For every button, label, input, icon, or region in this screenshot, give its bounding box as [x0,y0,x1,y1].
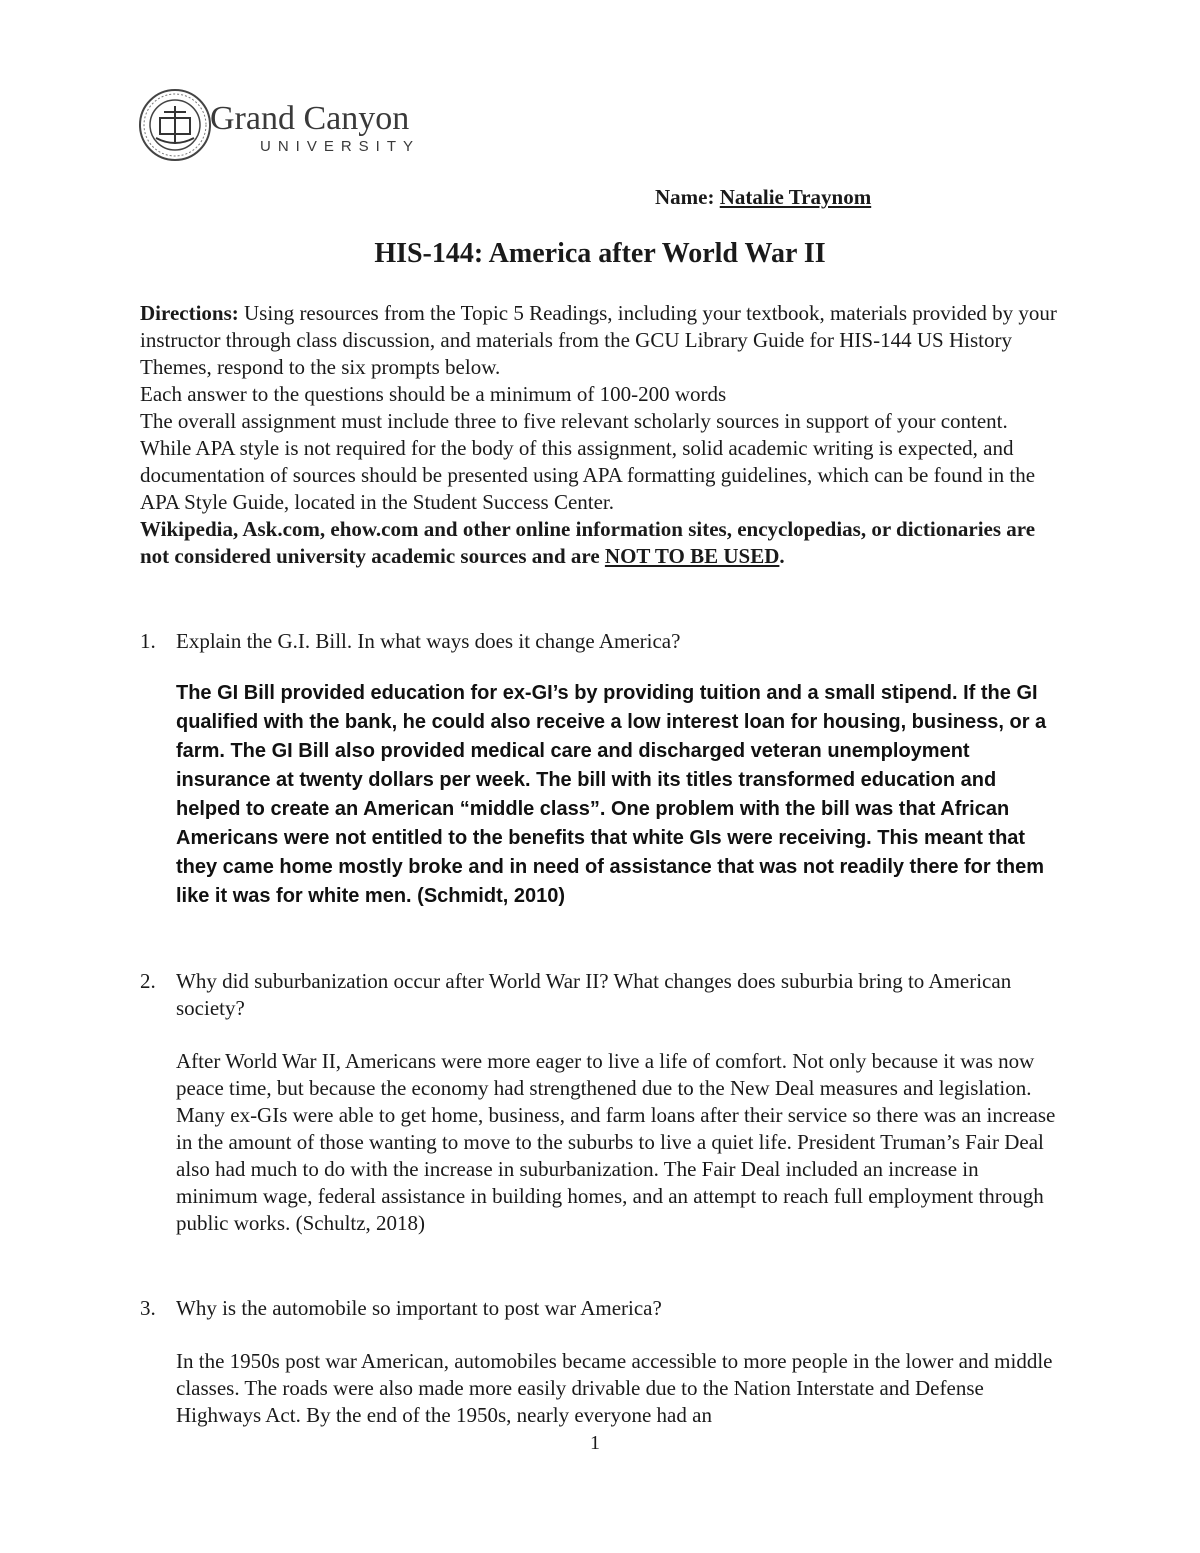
question-prompt: Why did suburbanization occur after World War II? What changes does suburbia bring to American society? [176,969,1012,1020]
university-seal-icon [138,88,212,162]
name-label: Name: [655,185,715,209]
directions-text: Using resources from the Topic 5 Readings, including your textbook, materials provided by your instructor through class discussion, and materials from the GCU Library Guide for HIS-144 US History Themes, respond to the six prompts below. [140,301,1057,379]
university-logo [138,88,458,162]
university-subtitle: UNIVERSITY [260,138,421,155]
answer-1: The GI Bill provided education for ex-GI’s by providing tuition and a small stipend. If the GI qualified with the bank, he could also receive a low interest loan for housing, business, or a farm. The GI Bill also provided medical care and discharged veteran unemployment insurance at twenty dollars per week. The bill with its titles transformed education and helped to create an American “middle class”. One problem with the bill was that African Americans were not entitled to the benefits that white GIs were receiving. This meant that they came home mostly broke and in need of assistance that was not readily there for them like it was for white men. (Schmidt, 2010) [176,682,1047,907]
directions-paragraph [140,300,1065,381]
warning-text: Wikipedia, Ask.com, ehow.com and other online information sites, encyclopedias, or dictionaries are not considered university academic sources and are [140,517,1036,568]
answer-3: In the 1950s post war American, automobiles became accessible to more people in the lower and middle classes. The roads were also made more easily drivable due to the Nation Interstate and Defense Highways Act. By the end of the 1950s, nearly everyone had an [176,1349,1053,1427]
question-number: 1. [140,629,156,653]
page-number: 1 [590,1432,600,1454]
student-name-line [655,185,871,210]
question-prompt: Why is the automobile so important to post war America? [176,1296,662,1320]
directions-label: Directions: [140,301,239,325]
warning-end: . [779,544,785,568]
directions-word-count: Each answer to the questions should be a minimum of 100-200 words [140,382,727,406]
directions-block [140,300,1065,570]
directions-warning [140,516,1065,570]
page-title: HIS-144: America after World War II [374,238,826,269]
student-name: Natalie Traynom [719,185,872,209]
question-prompt: Explain the G.I. Bill. In what ways does it change America? [176,629,681,653]
warning-emphasis: NOT TO BE USED [604,544,780,568]
question-number: 3. [140,1296,156,1320]
answer-2: After World War II, Americans were more eager to live a life of comfort. Not only because it was now peace time, but because the economy had strengthened due to the New Deal measures and legislation. Many ex-GIs were able to get home, business, and farm loans after their service so there was an increase in the amount of those wanting to move to the suburbs to live a quiet life. President Truman’s Fair Deal also had much to do with the increase in suburbanization. The Fair Deal included an increase in minimum wage, federal assistance in building homes, and an attempt to reach full employment through public works. (Schultz, 2018) [176,1049,1056,1235]
directions-apa: While APA style is not required for the body of this assignment, solid academic writing is expected, and documentation of sources should be presented using APA formatting guidelines, which can be found in the APA Style Guide, located in the Student Success Center. [140,436,1036,514]
university-name: Grand Canyon [210,100,410,137]
directions-sources: The overall assignment must include three to five relevant scholarly sources in support of your content. [140,409,1008,433]
question-number: 2. [140,969,156,993]
